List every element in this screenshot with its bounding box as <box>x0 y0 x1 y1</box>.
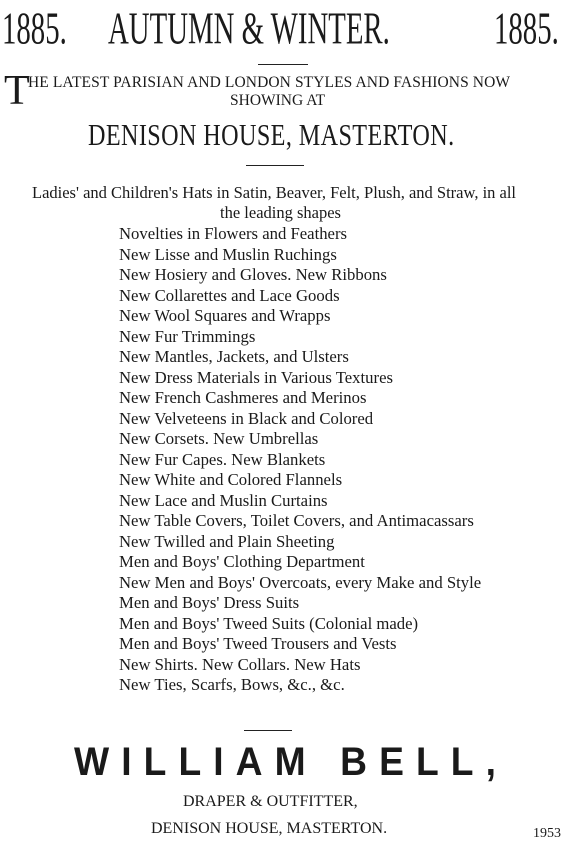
list-item: Men and Boys' Tweed Trousers and Vests <box>119 634 397 653</box>
list-item: New Ties, Scarfs, Bows, &c., &c. <box>119 675 345 694</box>
list-item: New White and Colored Flannels <box>119 470 343 489</box>
list-item: Men and Boys' Dress Suits <box>119 593 300 612</box>
list-item: New French Cashmeres and Merinos <box>119 388 367 407</box>
header-banner <box>0 2 571 54</box>
lead-line-2: the leading shapes <box>220 203 341 222</box>
intro-dropcap: T <box>4 68 30 114</box>
list-item: New Collarettes and Lace Goods <box>119 285 340 305</box>
header-title: AUTUMN & WINTER. <box>108 2 390 54</box>
header-year-right: 1885. <box>494 2 559 54</box>
list-item: New Twilled and Plain Sheeting <box>119 531 335 551</box>
list-item: New Fur Capes. New Blankets <box>119 449 326 469</box>
list-item: Men and Boys' Tweed Suits (Colonial made) <box>119 613 419 633</box>
intro-line-1: HE LATEST PARISIAN AND LONDON STYLES AND FASHIONS NOW <box>28 74 511 91</box>
list-item: New Lisse and Muslin Ruchings <box>119 244 337 264</box>
list-item: New Shirts. New Collars. New Hats <box>119 654 361 674</box>
list-item: New Table Covers, Toilet Covers, and Antimacassars <box>119 511 474 530</box>
header-year-left: 1885. <box>2 2 67 54</box>
merchant-name: WILLIAM BELL, <box>74 740 509 784</box>
list-item: New Corsets. New Umbrellas <box>119 429 319 448</box>
list-item: New Hosiery and Gloves. New Ribbons <box>119 265 387 284</box>
divider-rule-top <box>258 64 308 65</box>
list-item: New Lace and Muslin Curtains <box>119 490 328 510</box>
list-item: New Men and Boys' Overcoats, every Make and Style <box>119 572 482 592</box>
lead-line-1: Ladies' and Children's Hats in Satin, Beaver, Felt, Plush, and Straw, in all <box>32 183 517 202</box>
intro-line-2: SHOWING AT <box>230 92 326 109</box>
reference-number: 1953 <box>533 826 561 841</box>
list-item: New Wool Squares and Wrapps <box>119 306 331 325</box>
list-item: Novelties in Flowers and Feathers <box>119 224 348 243</box>
list-item: New Mantles, Jackets, and Ulsters <box>119 347 349 366</box>
list-item: New Velveteens in Black and Colored <box>119 408 374 428</box>
divider-rule-middle <box>246 165 304 166</box>
store-name: DENISON HOUSE, MASTERTON. <box>88 117 455 152</box>
merchant-address: DENISON HOUSE, MASTERTON. <box>151 820 388 837</box>
merchandise-list <box>119 224 481 696</box>
list-item: New Dress Materials in Various Textures <box>119 367 393 387</box>
list-item: New Fur Trimmings <box>119 326 256 346</box>
list-item: Men and Boys' Clothing Department <box>119 552 365 571</box>
merchant-trade: DRAPER & OUTFITTER, <box>183 793 358 810</box>
divider-rule-bottom <box>244 730 292 731</box>
